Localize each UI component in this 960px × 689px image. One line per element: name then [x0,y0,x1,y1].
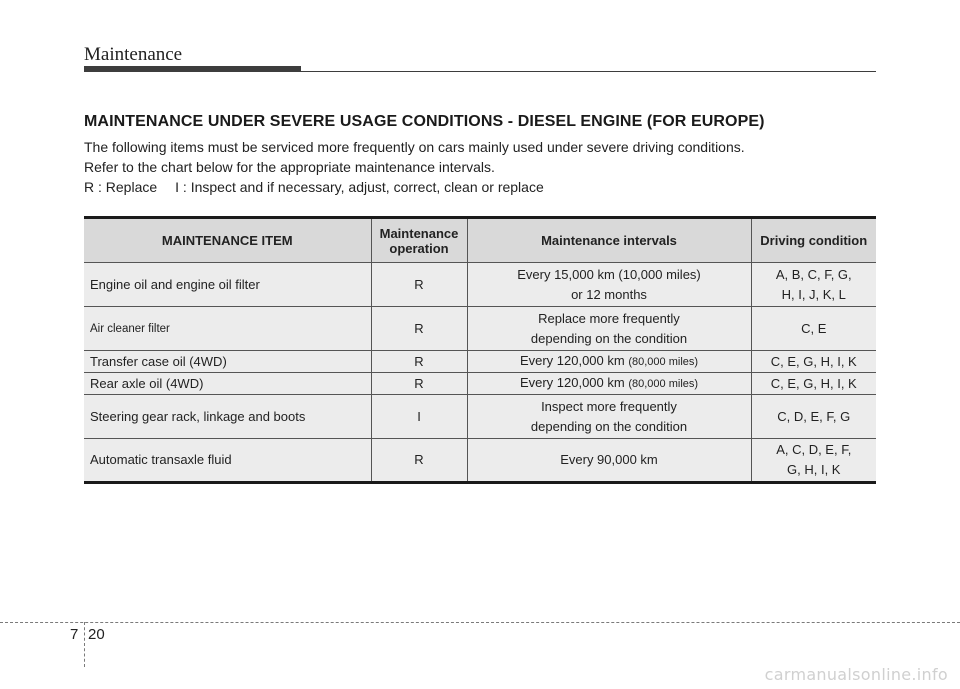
condition-line-2: H, I, J, K, L [781,286,846,302]
table-row [84,395,876,439]
cell-item: Engine oil and engine oil filter [84,263,371,307]
cell-operation: R [371,439,467,483]
cell-condition [751,263,876,307]
table-row [84,373,876,395]
chapter-number: 7 [70,626,79,643]
cell-operation: R [371,373,467,395]
intro-line-1: The following items must be serviced more frequently on cars mainly used under severe driving conditions. [84,139,745,155]
interval-line-2: depending on the condition [530,330,688,346]
interval-km: Every 120,000 km [519,353,625,368]
interval-line-2: depending on the condition [530,418,688,434]
header-operation [371,218,467,263]
footer-divider [84,622,85,667]
header-rule-thick [84,66,301,72]
cell-condition [751,439,876,483]
page-heading: MAINTENANCE UNDER SEVERE USAGE CONDITIONS - DIESEL ENGINE (FOR EUROPE) [84,113,765,130]
header-operation-line-2: operation [389,240,449,256]
watermark: carmanualsonline.info [764,665,948,684]
cell-condition: C, D, E, F, G [751,395,876,439]
table-row [84,439,876,483]
condition-line-1: A, B, C, F, G, [775,266,852,282]
page-number: 20 [88,626,105,643]
cell-item: Rear axle oil (4WD) [84,373,371,395]
maintenance-table [84,216,876,484]
header-operation-line-1: Maintenance [379,225,459,241]
cell-operation: R [371,307,467,351]
cell-interval: Every 90,000 km [467,439,751,483]
header-condition: Driving condition [751,218,876,263]
cell-condition: C, E [751,307,876,351]
cell-operation: R [371,351,467,373]
section-title: Maintenance [84,44,183,65]
intro-line-2: Refer to the chart below for the appropriate maintenance intervals. [84,159,495,175]
cell-condition: C, E, G, H, I, K [751,351,876,373]
interval-miles: (80,000 miles) [628,378,699,390]
cell-interval [467,351,751,373]
cell-operation: R [371,263,467,307]
condition-line-1: A, C, D, E, F, [776,442,852,457]
cell-item: Transfer case oil (4WD) [84,351,371,373]
table-row [84,263,876,307]
intro-text [84,137,745,197]
cell-condition: C, E, G, H, I, K [751,373,876,395]
legend-inspect: I : Inspect and if necessary, adjust, correct, clean or replace [175,179,544,195]
cell-interval [467,395,751,439]
interval-line-1: Inspect more frequently [541,398,677,414]
interval-line-1: Every 15,000 km (10,000 miles) [517,266,701,282]
interval-line-1: Replace more frequently [538,310,680,326]
interval-line-2: or 12 months [571,286,647,302]
table-header-row [84,218,876,263]
header-rule-thin [301,71,876,72]
interval-km: Every 120,000 km [519,375,625,390]
cell-item: Air cleaner filter [84,307,371,351]
header-intervals: Maintenance intervals [467,218,751,263]
footer-rule [0,622,960,623]
interval-miles: (80,000 miles) [628,356,699,368]
cell-interval [467,307,751,351]
cell-interval [467,263,751,307]
legend [84,177,745,197]
table-row [84,351,876,373]
condition-line-2: G, H, I, K [787,462,841,477]
cell-operation: I [371,395,467,439]
header-item: MAINTENANCE ITEM [84,218,371,263]
cell-interval [467,373,751,395]
cell-item: Steering gear rack, linkage and boots [84,395,371,439]
cell-item: Automatic transaxle fluid [84,439,371,483]
table-row [84,307,876,351]
legend-replace: R : Replace [84,179,158,195]
